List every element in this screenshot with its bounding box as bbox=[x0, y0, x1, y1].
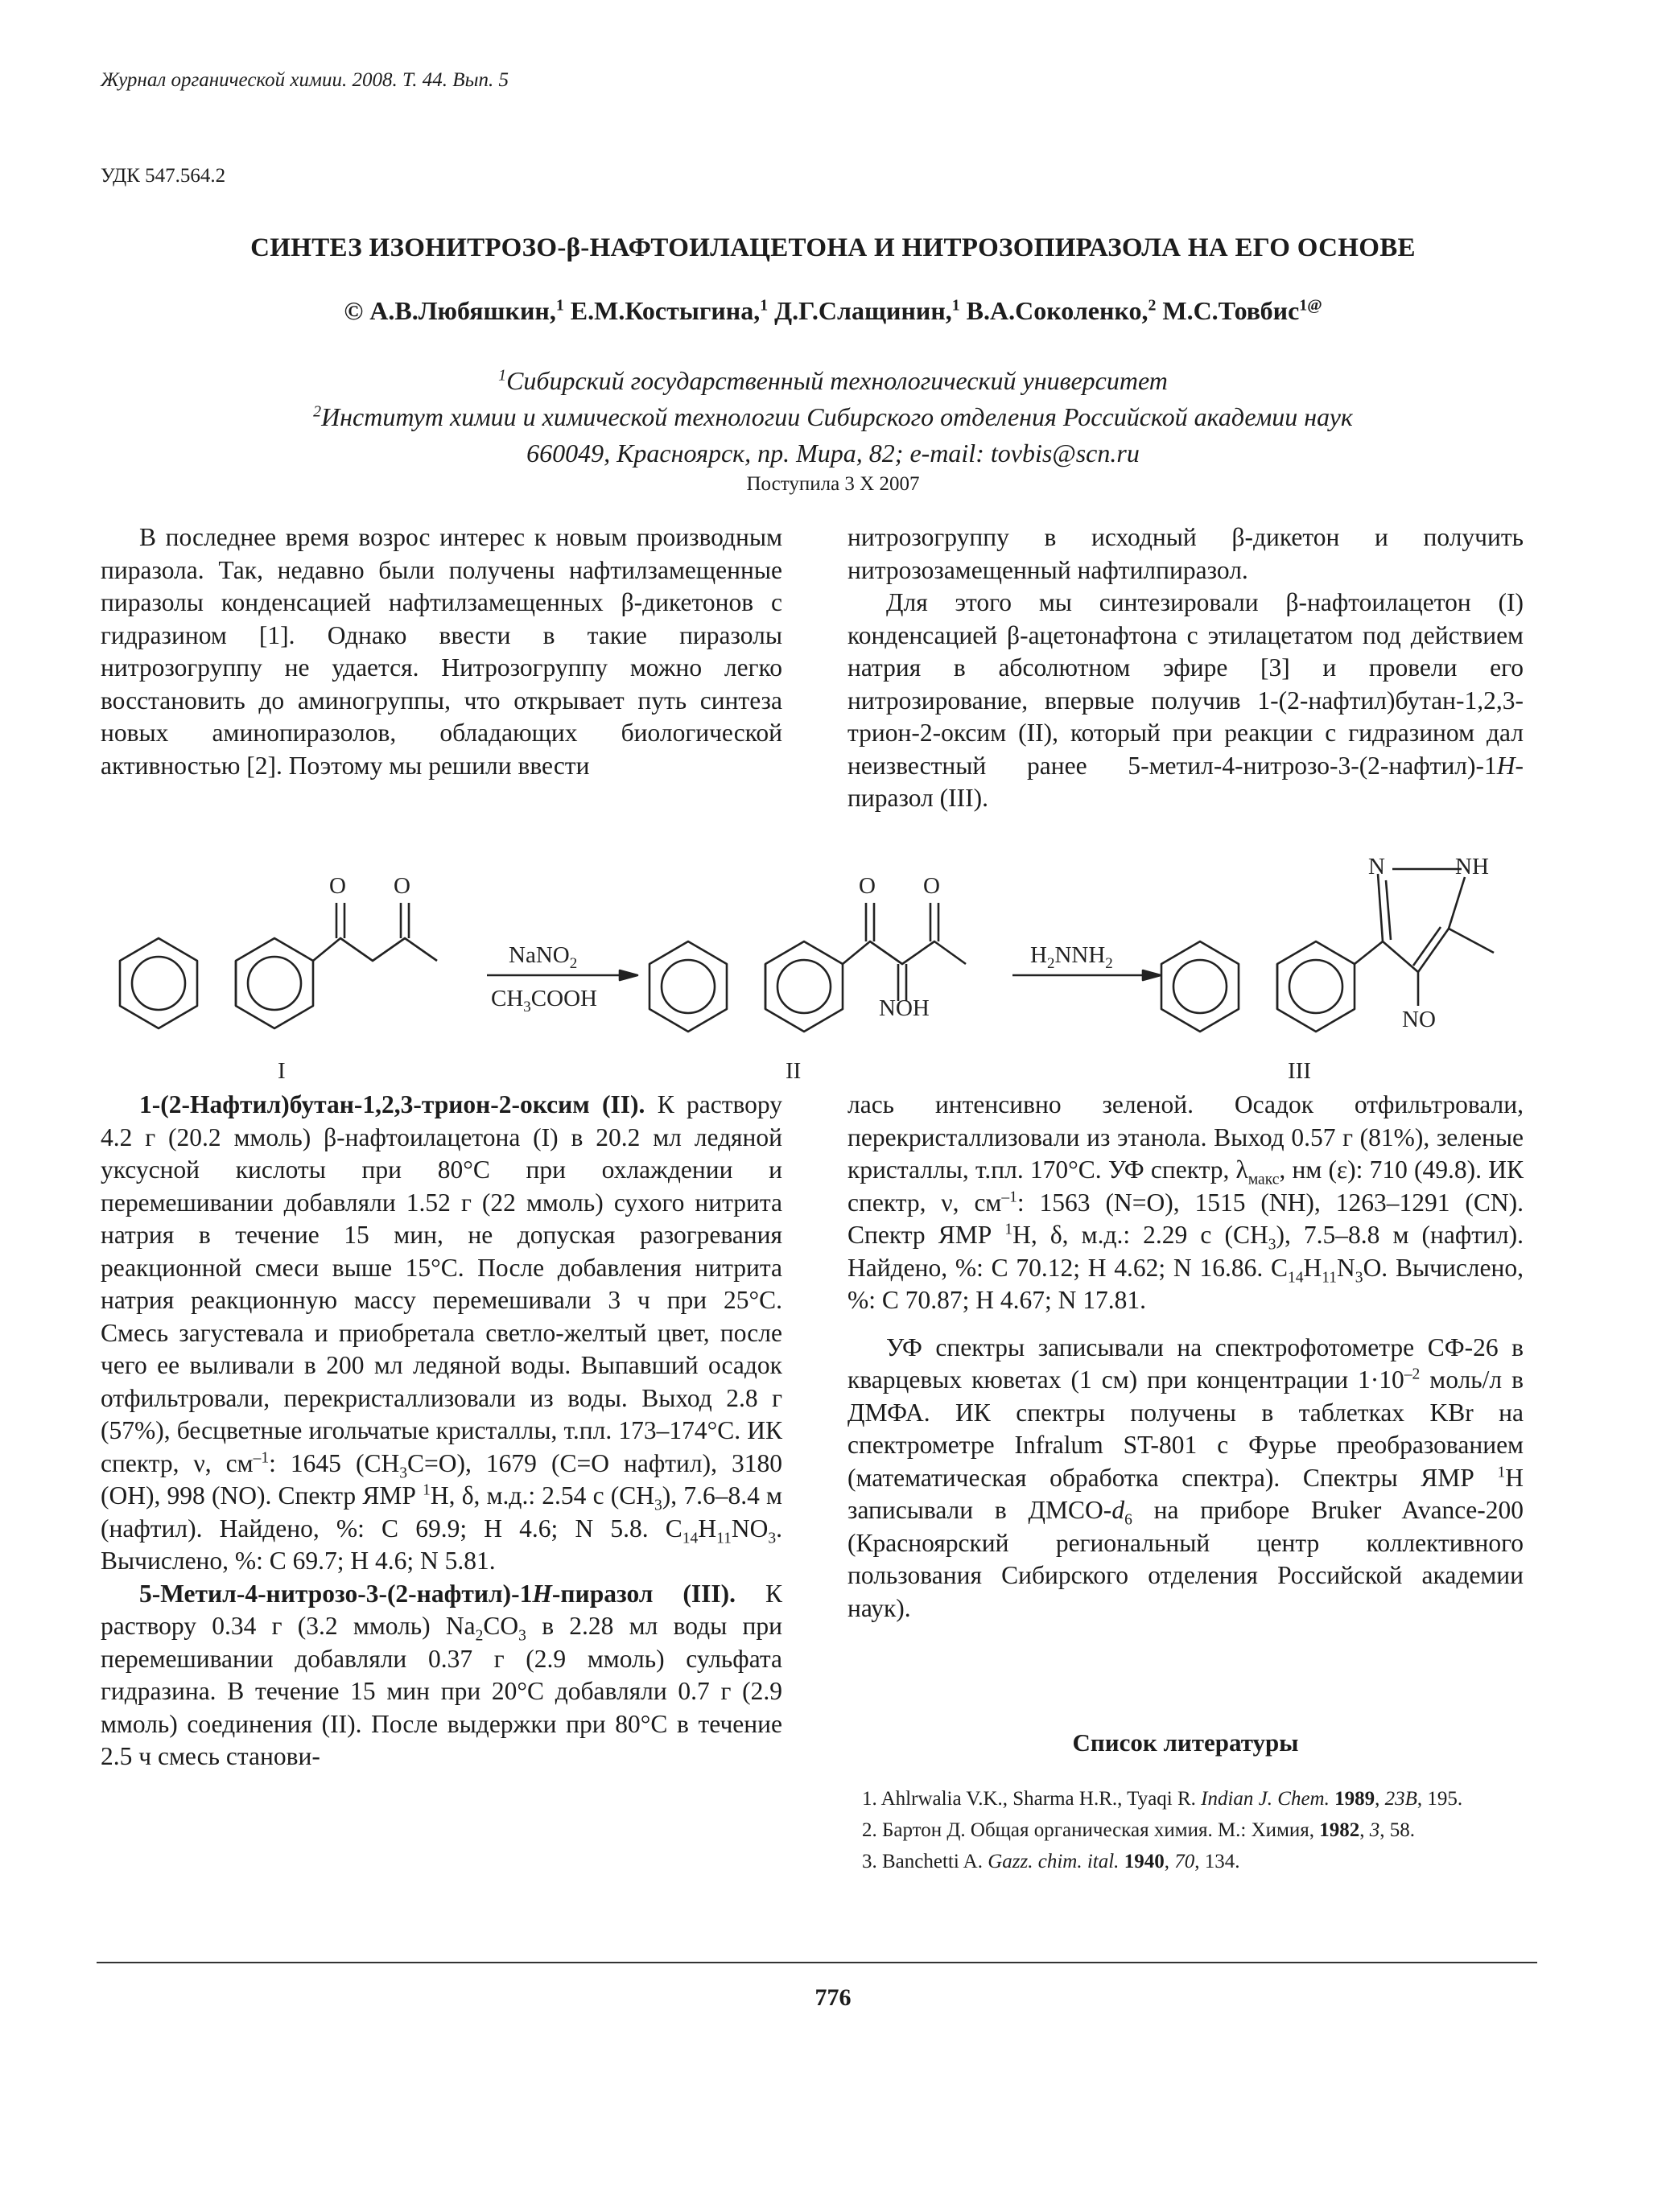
compound-label-i: I bbox=[278, 1058, 286, 1084]
affiliation-2: $^2$Институт химии и химической технологии Сибирского отделения Российской академии наук bbox=[313, 402, 1353, 431]
experimental-left-column: 1-(2-Нафтил)бутан-1,2,3-трион-2-оксим (II). К раствору 4.2 г (20.2 ммоль) β-нафтоилацетона (I) в 20.2 мл ледяной уксусной кислоты при 80°С при охлаждении и перемешивании добавляли 1.52 г (22 ммоль) сухого нитрита натрия в течение 15 мин, не допуская разогревания реакционной смеси выше 15°С. После добавления нитрита натрия реакционную массу перемешивали 3 ч при 25°С. Смесь загустевала и приобретала светло-желтый цвет, после чего ее выливали в 200 мл ледяной воды. Выпавший осадок отфильтровали, перекристаллизовали из воды. Выход 2.8 г (57%), бесцветные игольчатые кристаллы, т.пл. 173–174°С. ИК спектр, ν, $см^{-1}$: 1645 $(CH_3C=O)$, 1679 (C=O нафтил), 3180 (OH), 998 (NO). Спектр ЯМР $^1$H, δ, м.д.: 2.54 с $(CH_3)$, 7.6–8.4 м (нафтил). Найдено, %: С 69.9; Н 4.6; N 5.8. $C_{14}H_{11}NO_3$. Вычислено, %: С 69.7; Н 4.6; N 5.81. 5-Метил-4-нитрозо-3-(2-нафтил)-1H-пиразол (III). К раствору 0.34 г (3.2 ммоль) $Na_2CO_3$ в 2.28 мл воды при перемешивании добавляли 0.37 г (2.9 ммоль) сульфата гидразина. В течение 15 мин при 20°С добавляли 0.7 г (2.9 ммоль) соединения (II). После выдержки при 80°С в течение 2.5 ч смесь станови- bbox=[101, 1090, 783, 1770]
received-date: Поступила 3 X 2007 bbox=[746, 473, 920, 495]
article-title: СИНТЕЗ ИЗОНИТРОЗО-β-НАФТОИЛАЦЕТОНА И НИТРОЗОПИРАЗОЛА НА ЕГО ОСНОВЕ bbox=[250, 233, 1416, 262]
references-heading: Список литературы bbox=[1072, 1728, 1299, 1757]
affiliation-address: 660049, Красноярск, пр. Мира, 82; e-mail: tovbis@scn.ru bbox=[526, 439, 1140, 468]
udk-code: УДК 547.564.2 bbox=[101, 165, 226, 187]
naphthalene-ring-iii bbox=[1161, 941, 1355, 1032]
reagent-acetic-acid: $CH_3COOH$ bbox=[491, 986, 597, 1015]
intro-right-column: нитрозогруппу в исходный β-дикетон и получить нитрозозамещенный нафтилпиразол. Для этого мы синтезировали β-нафтоилацетон (I) конденсацией β-ацетонафтона с этилацетатом под действием натрия в абсолютном эфире [3] и провели его нитрозирование, впервые получив 1-(2-нафтил)бутан-1,2,3-трион-2-оксим (II), который при реакции с гидразином дал неизвестный ранее 5-метил-4-нитрозо-3-(2-нафтил)-1H-пиразол (III). bbox=[847, 523, 1524, 812]
oxygen-label: O bbox=[394, 873, 410, 899]
oxime-label: NOH bbox=[879, 995, 930, 1021]
naphthalene-ring-i bbox=[120, 938, 313, 1028]
author-list: © А.В.Любяшкин,$^1$ Е.М.Костыгина,$^1$ Д.Г.Слащинин,$^1$ В.А.Соколенко,$^2$ М.С.Товбис$^{1@}$ bbox=[344, 296, 1322, 325]
intro-left-column: В последнее время возрос интерес к новым производным пиразола. Так, недавно были получены нафтилзамещенные пиразолы конденсацией нафтилзамещенных β-дикетонов с гидразином [1]. Однако ввести в такие пиразолы нитрозогруппу не удается. Нитрозогруппу можно легко восстановить до аминогруппы, что открывает путь синтеза новых аминопиразолов, обладающих биологической активностью [2]. Поэтому мы решили ввести bbox=[101, 523, 782, 780]
reference-item: 2. Бартон Д. Общая органическая химия. М.: Химия, 1982, 3, 58. bbox=[862, 1819, 1416, 1841]
affiliation-1: $^1$Сибирский государственный технологический университет bbox=[498, 366, 1168, 395]
reagent-hydrazine: $H_2NNH_2$ bbox=[1030, 942, 1113, 972]
compound-label-iii: III bbox=[1288, 1058, 1311, 1084]
reaction-scheme bbox=[0, 845, 1666, 1086]
compound-label-ii: II bbox=[786, 1058, 802, 1084]
page-number: 776 bbox=[814, 1984, 852, 2011]
reference-item: 3. Banchetti A. Gazz. chim. ital. 1940, 70, 134. bbox=[862, 1851, 1240, 1872]
naphthalene-ring-ii bbox=[649, 941, 843, 1032]
oxygen-label: O bbox=[923, 873, 940, 899]
pyrazole-nh-label: NH bbox=[1455, 854, 1489, 879]
footer-rule bbox=[97, 1962, 1537, 1963]
oxygen-label: O bbox=[329, 873, 346, 899]
oxygen-label: O bbox=[859, 873, 876, 899]
nitroso-label: NO bbox=[1402, 1007, 1436, 1032]
references-list bbox=[847, 1785, 1524, 1879]
pyrazole-n-label: N bbox=[1368, 854, 1385, 879]
experimental-right-column: лась интенсивно зеленой. Осадок отфильтровали, перекристаллизовали из этанола. Выход 0.57 г (81%), зеленые кристаллы, т.пл. 170°С. УФ спектр, $\lambda_{макс}$, нм (ε): 710 (49.8). ИК спектр, ν, $см^{-1}$: 1563 (N=O), 1515 (NH), 1263–1291 (CN). Спектр ЯМР $^1$H, δ, м.д.: 2.29 с $(CH_3)$, 7.5–8.8 м (нафтил). Найдено, %: С 70.12; Н 4.62; N 16.86. $C_{14}H_{11}N_3O$. Вычислено, %: С 70.87; Н 4.67; N 17.81. УФ спектры записывали на спектрофотометре СФ-26 в кварцевых кюветах (1 см) при концентрации $1\cdot 10^{-2}$ моль/л в ДМФА. ИК спектры получены в таблетках KBr на спектрометре Infralum ST-801 с Фурье преобразованием (математическая обработка спектра). Спектры ЯМР $^1$H записывали в ДМСО-$d_6$ на приборе Bruker Avance-200 (Красноярский региональный центр коллективного пользования Сибирского отделения Российской академии наук). bbox=[847, 1090, 1524, 1622]
reference-item: 1. Ahlrwalia V.K., Sharma H.R., Tyaqi R. Indian J. Chem. 1989, 23B, 195. bbox=[862, 1788, 1463, 1810]
journal-header: Журнал органической химии. 2008. Т. 44. Вып. 5 bbox=[101, 69, 509, 91]
reagent-nitrite: NaNO$_2$ bbox=[509, 942, 578, 972]
